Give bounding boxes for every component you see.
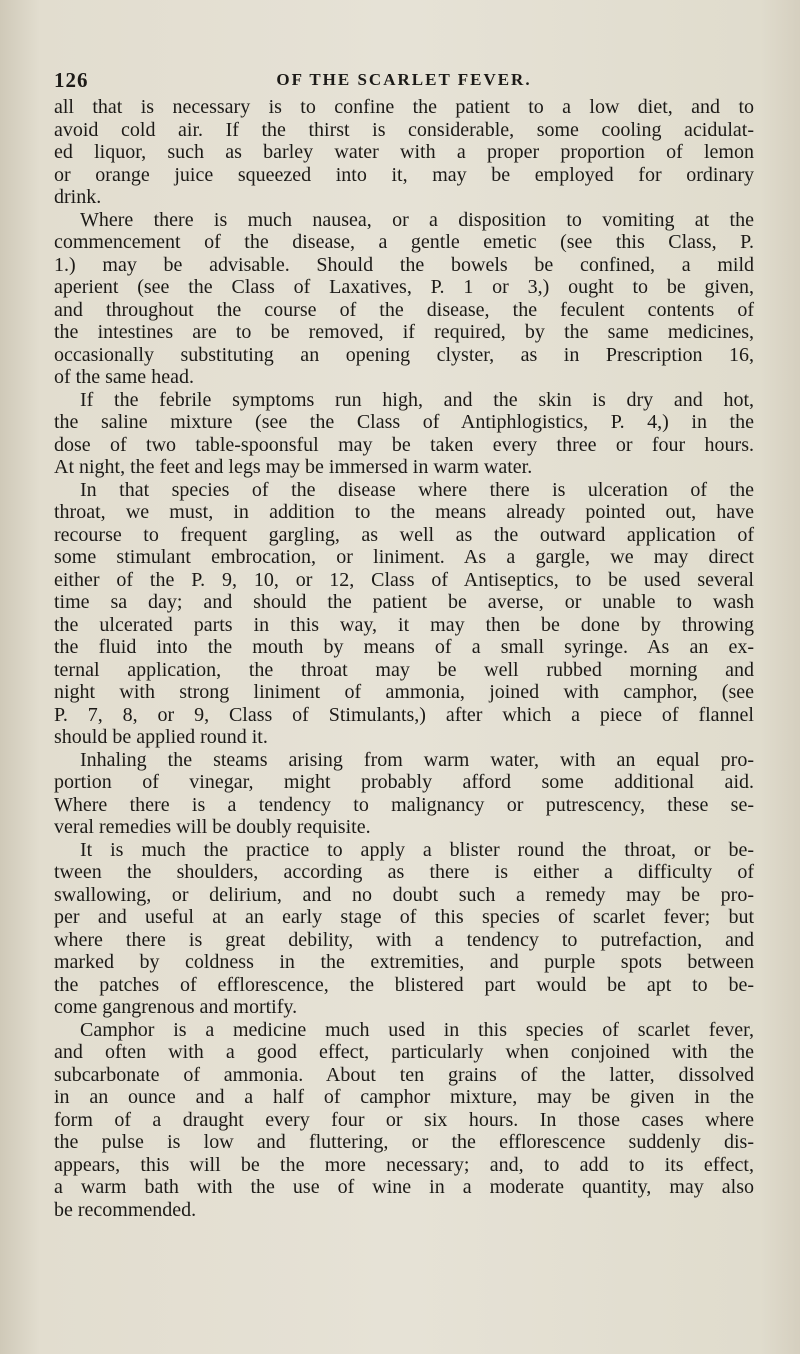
text-line: swallowing, or delirium, and no doubt such a remedy may be pro- <box>54 883 754 906</box>
text-line: It is much the practice to apply a blister round the throat, or be- <box>80 838 754 861</box>
text-line: of the same head. <box>54 366 194 388</box>
text-line: night with strong liniment of ammonia, joined with camphor, (see <box>54 681 754 703</box>
text-line: drink. <box>54 186 102 208</box>
text-line: should be applied round it. <box>54 726 268 748</box>
text-line: all that is necessary is to confine the patient to a low diet, and to <box>54 96 754 118</box>
text-line: avoid cold air. If the thirst is considerable, some cooling acidulat- <box>54 118 754 141</box>
text-line: some stimulant embrocation, or liniment. As a gargle, we may direct <box>54 546 754 568</box>
text-line: Where there is much nausea, or a disposition to vomiting at the <box>80 208 754 231</box>
text-line: veral remedies will be doubly requisite. <box>54 816 371 838</box>
text-line: In that species of the disease where there is ulceration of the <box>80 478 754 501</box>
running-head: OF THE SCARLET FEVER. <box>276 70 532 89</box>
text-line: time sa day; and should the patient be averse, or unable to wash <box>54 591 754 613</box>
text-line: Where there is a tendency to malignancy or putrescency, these se- <box>54 793 754 816</box>
text-line: form of a draught every four or six hours. In those cases where <box>54 1108 754 1131</box>
text-line: 1.) may be advisable. Should the bowels be confined, a mild <box>54 253 754 276</box>
text-line: per and useful at an early stage of this species of scarlet fever; but <box>54 906 754 928</box>
text-line: portion of vinegar, might probably afford some additional aid. <box>54 771 754 793</box>
text-line: the intestines are to be removed, if required, by the same medicines, <box>54 321 754 343</box>
text-line: in an ounce and a half of camphor mixture, may be given in the <box>54 1086 754 1108</box>
text-line: P. 7, 8, or 9, Class of Stimulants,) after which a piece of flannel <box>54 703 754 726</box>
text-line: occasionally substituting an opening clyster, as in Prescription 16, <box>54 343 754 366</box>
text-line: tween the shoulders, according as there is either a difficulty of <box>54 861 754 883</box>
text-line: ternal application, the throat may be well rubbed morning and <box>54 658 754 681</box>
text-line: be recommended. <box>54 1198 197 1221</box>
text-line: throat, we must, in addition to the means already pointed out, have <box>54 501 754 523</box>
text-line: If the febrile symptoms run high, and the skin is dry and hot, <box>80 388 754 411</box>
text-line: marked by coldness in the extremities, and purple spots between <box>54 951 754 973</box>
text-line: recourse to frequent gargling, as well as the outward application of <box>54 523 754 546</box>
page-number: 126 <box>54 68 89 92</box>
text-line: a warm bath with the use of wine in a moderate quantity, may also <box>54 1176 754 1198</box>
text-line: Camphor is a medicine much used in this species of scarlet fever, <box>80 1018 754 1041</box>
text-line: or orange juice squeezed into it, may be employed for ordinary <box>54 163 754 186</box>
text-line: Inhaling the steams arising from warm water, with an equal pro- <box>80 748 754 771</box>
text-line: subcarbonate of ammonia. About ten grains of the latter, dissolved <box>54 1063 754 1086</box>
text-line: the pulse is low and fluttering, or the efflorescence suddenly dis- <box>54 1131 754 1153</box>
text-line: ed liquor, such as barley water with a proper proportion of lemon <box>54 141 754 163</box>
text-line: the saline mixture (see the Class of Antiphlogistics, P. 4,) in the <box>54 411 754 433</box>
text-line: where there is great debility, with a tendency to putrefaction, and <box>54 928 754 951</box>
text-line: aperient (see the Class of Laxatives, P. 1 or 3,) ought to be given, <box>54 276 754 298</box>
text-line: the fluid into the mouth by means of a small syringe. As an ex- <box>54 636 754 658</box>
text-line: commencement of the disease, a gentle emetic (see this Class, P. <box>54 231 754 253</box>
page-header <box>54 68 754 98</box>
text-line: either of the P. 9, 10, or 12, Class of Antiseptics, to be used several <box>54 568 754 591</box>
text-line: come gangrenous and mortify. <box>54 996 298 1018</box>
text-line: and often with a good effect, particularly when conjoined with the <box>54 1041 754 1063</box>
text-line: At night, the feet and legs may be immersed in warm water. <box>54 456 533 478</box>
body-text <box>54 96 754 1221</box>
text-line: the patches of efflorescence, the blistered part would be apt to be- <box>54 973 754 996</box>
text-line: the ulcerated parts in this way, it may then be done by throwing <box>54 613 754 636</box>
text-line: appears, this will be the more necessary; and, to add to its effect, <box>54 1153 754 1176</box>
text-line: and throughout the course of the disease, the feculent contents of <box>54 298 754 321</box>
text-line: dose of two table-spoonsful may be taken every three or four hours. <box>54 433 754 456</box>
